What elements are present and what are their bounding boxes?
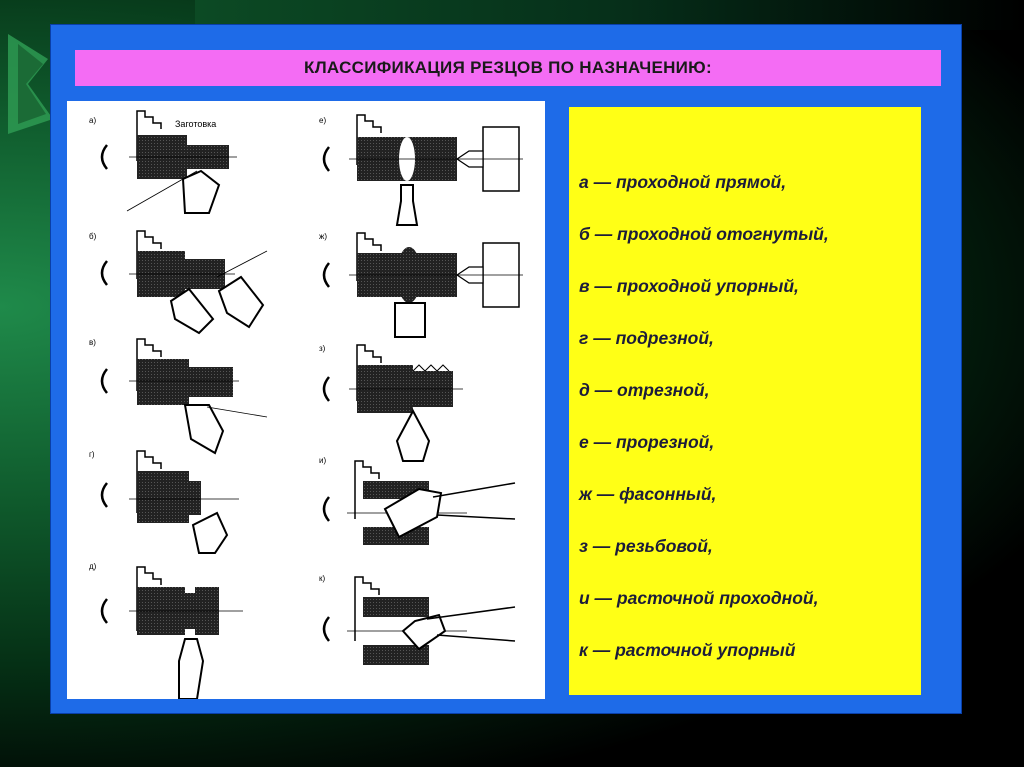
label-b: б) bbox=[89, 232, 97, 241]
diagram-zh bbox=[319, 232, 523, 337]
label-i: и) bbox=[319, 456, 327, 465]
legend-item: г — подрезной, bbox=[579, 328, 714, 348]
legend-item: ж — фасонный, bbox=[579, 484, 717, 504]
label-a: а) bbox=[89, 116, 97, 125]
cutter-diagrams bbox=[67, 101, 545, 699]
slide-title: КЛАССИФИКАЦИЯ РЕЗЦОВ ПО НАЗНАЧЕНИЮ: bbox=[304, 58, 712, 77]
label-k: к) bbox=[319, 574, 326, 583]
cutter-diagram-panel bbox=[67, 101, 545, 699]
diagram-z bbox=[319, 344, 463, 461]
label-zh: ж) bbox=[319, 232, 328, 241]
diagram-g bbox=[89, 450, 239, 553]
legend-item: б — проходной отогнутый, bbox=[579, 224, 829, 244]
title-bar bbox=[75, 50, 941, 86]
label-z: з) bbox=[319, 344, 326, 353]
label-g: г) bbox=[89, 450, 95, 459]
slide bbox=[50, 24, 962, 714]
diagram-v bbox=[89, 338, 267, 453]
diagram-a bbox=[89, 111, 237, 213]
diagram-k bbox=[319, 574, 515, 665]
label-e: е) bbox=[319, 116, 327, 125]
label-d: д) bbox=[89, 562, 97, 571]
diagram-b bbox=[89, 231, 267, 333]
legend-item: в — проходной упорный, bbox=[579, 276, 799, 296]
legend-list bbox=[579, 171, 829, 691]
legend-item: е — прорезной, bbox=[579, 432, 715, 452]
legend-item: д — отрезной, bbox=[579, 380, 710, 400]
diagram-e bbox=[319, 115, 523, 225]
legend-panel bbox=[569, 107, 921, 695]
label-v: в) bbox=[89, 338, 96, 347]
legend-item: и — расточной проходной, bbox=[579, 588, 819, 608]
legend-item: з — резьбовой, bbox=[579, 536, 713, 556]
legend-item: а — проходной прямой, bbox=[579, 172, 787, 192]
label-workpiece: Заготовка bbox=[175, 119, 217, 129]
legend-item: к — расточной упорный bbox=[579, 640, 796, 660]
diagram-d bbox=[89, 562, 243, 699]
diagram-i bbox=[319, 456, 515, 545]
